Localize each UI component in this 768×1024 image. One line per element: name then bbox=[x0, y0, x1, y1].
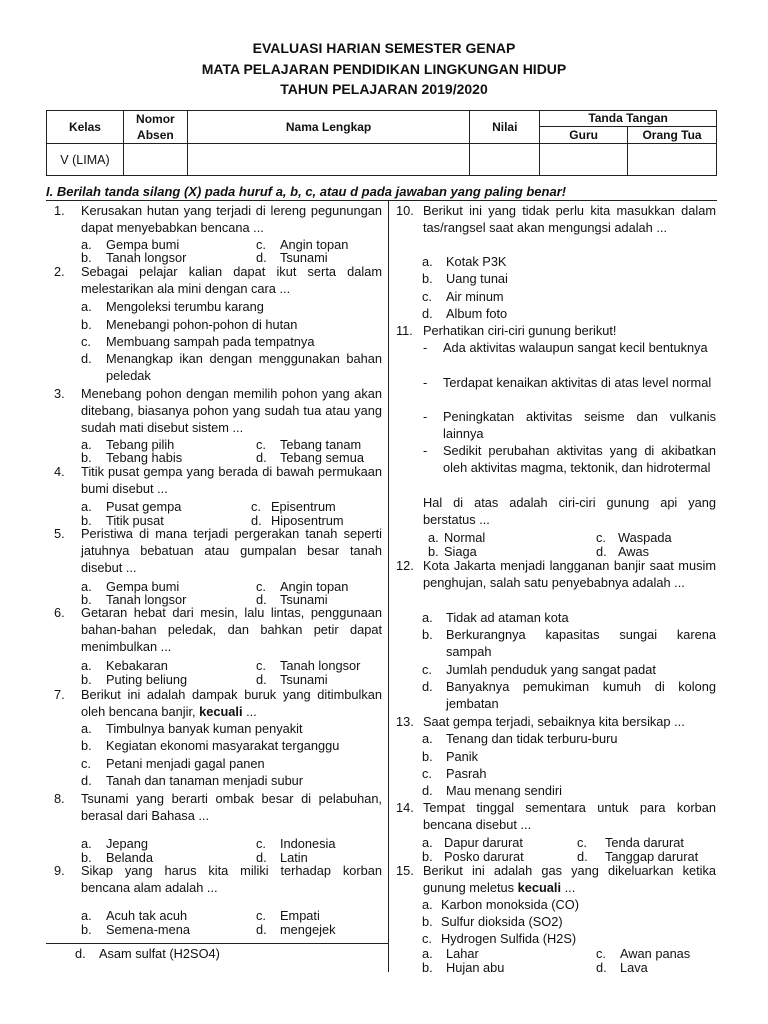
question-number: 6. bbox=[54, 605, 65, 620]
question-text: Kerusakan hutan yang terjadi di lereng pegunungan dapat menyebabkan bencana ... bbox=[81, 203, 382, 236]
question-text: Berikut ini yang tidak perlu kita masukkan dalam tas/rangsel saat akan mengungsi adalah ... bbox=[423, 203, 716, 236]
option-6b[interactable]: b. Puting beliung bbox=[81, 672, 188, 687]
bullet-11-1: - Ada aktivitas walaupun sangat kecil bentuknya bbox=[423, 340, 708, 356]
question-text: Tempat tinggal sementara untuk para korban bencana disebut ... bbox=[423, 800, 716, 833]
option-15c[interactable]: c. Hydrogen Sulfida (H2S) bbox=[422, 931, 577, 946]
question-text: Berikut ini adalah gas yang dikeluarkan ketika gunung meletus kecuali ... bbox=[423, 863, 716, 896]
question-14 bbox=[396, 799, 716, 833]
question-number: 12. bbox=[396, 558, 414, 573]
question-number: 7. bbox=[54, 687, 65, 702]
option-1b[interactable]: b. Tanah longsor bbox=[81, 250, 187, 265]
option-4a[interactable]: a. Pusat gempa bbox=[81, 499, 182, 514]
question-1 bbox=[46, 202, 382, 236]
option-4b[interactable]: b. Titik pusat bbox=[81, 513, 164, 528]
question-10 bbox=[396, 202, 716, 236]
option-3c[interactable]: c. Tebang tanam bbox=[256, 437, 362, 452]
option-9c[interactable]: c. Empati bbox=[256, 908, 320, 923]
question-number: 15. bbox=[396, 863, 414, 878]
nilai-header: Nilai bbox=[470, 111, 540, 144]
question-text: Tsunami yang berarti ombak besar di pelabuhan, berasal dari Bahasa ... bbox=[81, 791, 382, 824]
option-7d[interactable]: d. Tanah dan tanaman menjadi subur bbox=[81, 773, 304, 788]
option-3a[interactable]: a. Tebang pilih bbox=[81, 437, 175, 452]
question-3 bbox=[46, 385, 382, 437]
question-text: Sikap yang harus kita miliki terhadap korban bencana alam adalah ... bbox=[81, 863, 382, 896]
option-4c[interactable]: c. Episentrum bbox=[251, 499, 336, 514]
option-8c[interactable]: c. Indonesia bbox=[256, 836, 336, 851]
option-13d[interactable]: d. Mau menang sendiri bbox=[422, 783, 562, 798]
question-2 bbox=[46, 263, 382, 297]
option-16d[interactable]: d. Lava bbox=[596, 960, 648, 975]
keyword-kecuali: kecuali bbox=[517, 880, 562, 896]
option-5a[interactable]: a. Gempa bumi bbox=[81, 579, 180, 594]
option-16c[interactable]: c. Awan panas bbox=[596, 946, 691, 961]
option-2a[interactable]: a. Mengoleksi terumbu karang bbox=[81, 299, 264, 314]
kelas-value: V (LIMA) bbox=[47, 144, 124, 176]
option-15b[interactable]: b. Sulfur dioksida (SO2) bbox=[422, 914, 563, 929]
option-1d[interactable]: d. Tsunami bbox=[256, 250, 328, 265]
option-9b[interactable]: b. Semena-mena bbox=[81, 922, 190, 937]
question-number: 4. bbox=[54, 464, 65, 479]
option-2c[interactable]: c. Membuang sampah pada tempatnya bbox=[81, 334, 315, 349]
option-7a[interactable]: a. Timbulnya banyak kuman penyakit bbox=[81, 721, 303, 736]
question-6 bbox=[46, 604, 382, 656]
option-12b[interactable]: b. Berkurangnya kapasitas sungai karena sampah bbox=[422, 627, 716, 660]
option-2b[interactable]: b. Menebangi pohon-pohon di hutan bbox=[81, 317, 298, 332]
option-10a[interactable]: a. Kotak P3K bbox=[422, 254, 507, 269]
option-11d[interactable]: d. Awas bbox=[596, 544, 650, 559]
option-8a[interactable]: a. Jepang bbox=[81, 836, 148, 851]
option-10c[interactable]: c. Air minum bbox=[422, 289, 504, 304]
option-15d[interactable]: d. Asam sulfat (H2SO4) bbox=[75, 946, 220, 961]
option-10d[interactable]: d. Album foto bbox=[422, 306, 508, 321]
option-13b[interactable]: b. Panik bbox=[422, 749, 479, 764]
question-11 bbox=[396, 322, 716, 339]
question-number: 9. bbox=[54, 863, 65, 878]
option-11b[interactable]: b. Siaga bbox=[428, 544, 477, 559]
question-13 bbox=[396, 713, 716, 730]
nama-header: Nama Lengkap bbox=[187, 111, 469, 144]
question-text: Getaran hebat dari mesin, lalu lintas, penggunaan bahan-bahan peledak, dan bahkan petir dapat menimbulkan ... bbox=[81, 605, 382, 655]
option-7b[interactable]: b. Kegiatan ekonomi masyarakat terganggu bbox=[81, 738, 340, 753]
question-text: Saat gempa terjadi, sebaiknya kita bersikap ... bbox=[423, 714, 685, 729]
question-text: Titik pusat gempa yang berada di bawah permukaan bumi disebut ... bbox=[81, 464, 382, 497]
question-number: 8. bbox=[54, 791, 65, 806]
left-column bbox=[46, 0, 382, 1024]
question-text: Kota Jakarta menjadi langganan banjir saat musim penghujan, salah satu penyebabnya adalah ... bbox=[423, 558, 716, 591]
option-13a[interactable]: a. Tenang dan tidak terburu-buru bbox=[422, 731, 618, 746]
option-5c[interactable]: c. Angin topan bbox=[256, 579, 349, 594]
option-6d[interactable]: d. Tsunami bbox=[256, 672, 328, 687]
nomor-label: Nomor bbox=[136, 112, 175, 126]
question-text: Perhatikan ciri-ciri gunung berikut! bbox=[423, 323, 617, 338]
option-1c[interactable]: c. Angin topan bbox=[256, 237, 349, 252]
absen-label: Absen bbox=[137, 128, 174, 142]
question-4 bbox=[46, 463, 382, 497]
question-7 bbox=[46, 686, 382, 720]
option-1a[interactable]: a. Gempa bumi bbox=[81, 237, 180, 252]
option-16a[interactable]: a. Lahar bbox=[422, 946, 479, 961]
question-text: Menebang pohon dengan memilih pohon yang akan ditebang, biasanya pohon yang sudah tua atau yang sudah mati disebut sistem ... bbox=[81, 386, 382, 436]
question-8 bbox=[46, 790, 382, 824]
question-5 bbox=[46, 525, 382, 577]
question-15 bbox=[396, 862, 716, 896]
option-2d[interactable]: d. Menangkap ikan dengan menggunakan bahan peledak bbox=[81, 351, 382, 384]
question-number: 5. bbox=[54, 526, 65, 541]
kelas-header: Kelas bbox=[47, 111, 124, 144]
option-8d[interactable]: d. Latin bbox=[256, 850, 308, 865]
question-text: Peristiwa di mana terjadi pergerakan tanah seperti jatuhnya bebatuan atau gumpalan besar tanah disebut ... bbox=[81, 526, 382, 576]
question-number: 11. bbox=[396, 323, 413, 338]
option-14a[interactable]: a. Dapur darurat bbox=[422, 835, 523, 850]
question-9 bbox=[46, 862, 382, 896]
question-text: Berikut ini adalah dampak buruk yang ditimbulkan oleh bencana banjir, kecuali ... bbox=[81, 687, 382, 720]
option-5b[interactable]: b. Tanah longsor bbox=[81, 592, 187, 607]
bullet-11-3: - Peningkatan aktivitas seisme dan vulkanis lainnya bbox=[423, 409, 716, 442]
guru-header: Guru bbox=[540, 126, 628, 143]
orang-tua-header: Orang Tua bbox=[628, 126, 717, 143]
option-14d[interactable]: d. Tanggap darurat bbox=[577, 849, 699, 864]
question-number: 2. bbox=[54, 264, 65, 279]
option-3b[interactable]: b. Tebang habis bbox=[81, 450, 183, 465]
option-6a[interactable]: a. Kebakaran bbox=[81, 658, 168, 673]
doc-subject: MATA PELAJARAN PENDIDIKAN LINGKUNGAN HIDUP bbox=[201, 61, 567, 77]
question-number: 3. bbox=[54, 386, 65, 401]
bullet-11-2: - Terdapat kenaikan aktivitas di atas level normal bbox=[423, 375, 712, 391]
option-14b[interactable]: b. Posko darurat bbox=[422, 849, 524, 864]
option-5d[interactable]: d. Tsunami bbox=[256, 592, 328, 607]
option-10b[interactable]: b. Uang tunai bbox=[422, 271, 508, 286]
keyword-kecuali: kecuali bbox=[199, 704, 243, 720]
question-number: 10. bbox=[396, 203, 414, 218]
option-11c[interactable]: c. Waspada bbox=[596, 530, 672, 545]
left-footer-divider bbox=[46, 943, 388, 944]
option-15a[interactable]: a. Karbon monoksida (CO) bbox=[422, 897, 579, 912]
option-12c[interactable]: c. Jumlah penduduk yang sangat padat bbox=[422, 662, 656, 677]
question-number: 13. bbox=[396, 714, 414, 729]
doc-title: EVALUASI HARIAN SEMESTER GENAP bbox=[252, 40, 516, 56]
option-3d[interactable]: d. Tebang semua bbox=[256, 450, 364, 465]
instruction: I. Berilah tanda silang (X) pada huruf a, b, c, atau d pada jawaban yang paling benar! bbox=[46, 184, 567, 199]
option-14c[interactable]: c. Tenda darurat bbox=[577, 835, 684, 850]
question-11-closing: Hal di atas adalah ciri-ciri gunung api yang berstatus ... bbox=[423, 495, 716, 528]
question-number: 14. bbox=[396, 800, 414, 815]
option-7c[interactable]: c. Petani menjadi gagal panen bbox=[81, 756, 265, 771]
option-13c[interactable]: c. Pasrah bbox=[422, 766, 487, 781]
option-6c[interactable]: c. Tanah longsor bbox=[256, 658, 361, 673]
option-16b[interactable]: b. Hujan abu bbox=[422, 960, 505, 975]
option-11a[interactable]: a. Normal bbox=[428, 530, 486, 545]
column-divider bbox=[388, 200, 389, 972]
option-4d[interactable]: d. Hiposentrum bbox=[251, 513, 344, 528]
tanda-tangan-header: Tanda Tangan bbox=[540, 111, 717, 127]
right-column bbox=[396, 0, 716, 1024]
option-9d[interactable]: d. mengejek bbox=[256, 922, 336, 937]
question-12 bbox=[396, 557, 716, 591]
option-12d[interactable]: d. Banyaknya pemukiman kumuh di kolong jembatan bbox=[422, 679, 716, 712]
bullet-11-4: - Sedikit perubahan aktivitas yang di akibatkan oleh aktivitas magma, tektonik, dan hidrotermal bbox=[423, 443, 716, 476]
doc-year: TAHUN PELAJARAN 2019/2020 bbox=[280, 81, 488, 97]
question-text: Sebagai pelajar kalian dapat ikut serta dalam melestarikan ala mini dengan cara ... bbox=[81, 264, 382, 297]
question-number: 1. bbox=[54, 203, 65, 218]
option-8b[interactable]: b. Belanda bbox=[81, 850, 153, 865]
option-9a[interactable]: a. Acuh tak acuh bbox=[81, 908, 188, 923]
option-12a[interactable]: a. Tidak ad ataman kota bbox=[422, 610, 569, 625]
